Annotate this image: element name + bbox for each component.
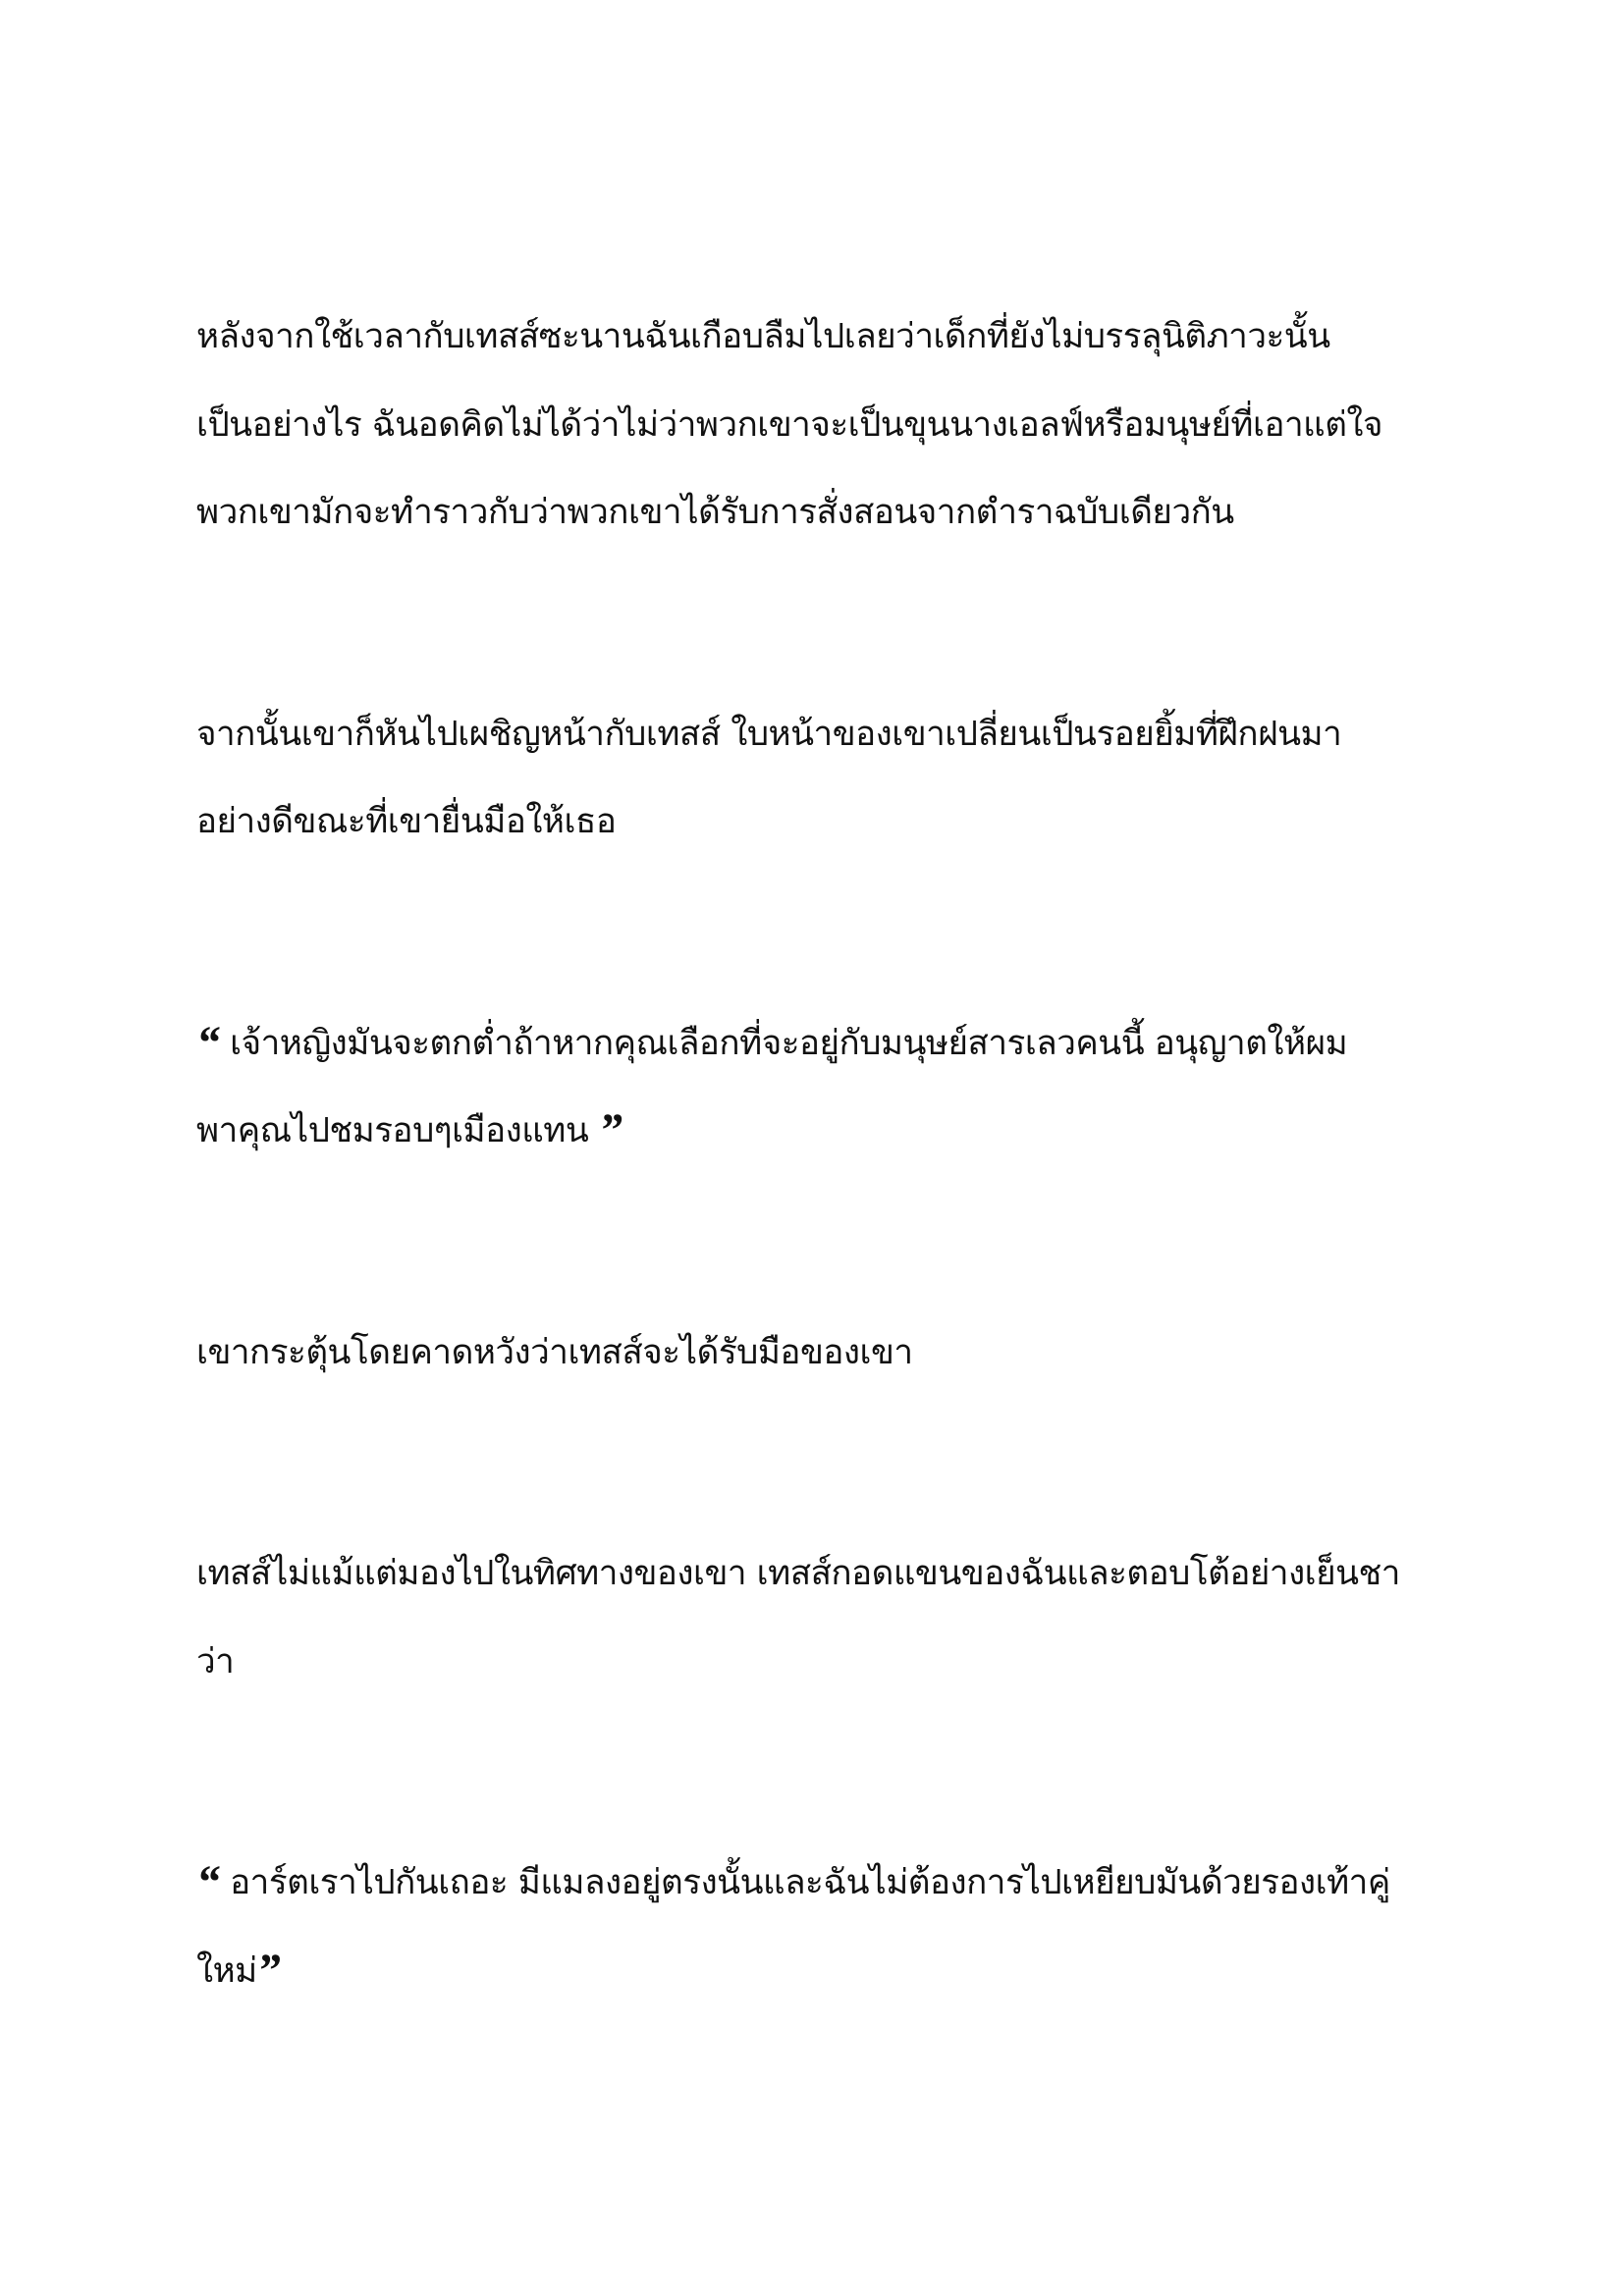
paragraph-5-line-1: เทสส์ไม่แม้แต่มองไปในทิศทางของเขา เทสส์กอดแขนของฉันและตอบโต้อย่างเย็นชา: [196, 1554, 1400, 1593]
quote-text: เจ้าหญิงมันจะตกต่ำถ้าหากคุณเลือกที่จะอยู่กับมนุษย์สารเลวคนนี้ อนุญาตให้ผม: [230, 1024, 1348, 1063]
paragraph-4-line-1: เขากระตุ้นโดยคาดหวังว่าเทสส์จะได้รับมือของเขา: [196, 1333, 913, 1372]
quote-text: ใหม่: [196, 1951, 257, 1991]
paragraph-3-line-2: [196, 1106, 622, 1155]
close-quote-mark: ”: [598, 1104, 623, 1156]
paragraph-1-line-2: เป็นอย่างไร ฉันอดคิดไม่ได้ว่าไม่ว่าพวกเขาจะเป็นขุนนางเอลฟ์หรือมนุษย์ที่เอาแต่ใจ: [196, 405, 1383, 445]
paragraph-6-line-2: [196, 1947, 280, 1996]
close-quote-mark: ”: [256, 1945, 281, 1997]
paragraph-2-line-2: อย่างดีขณะที่เขายื่นมือให้เธอ: [196, 802, 617, 841]
quote-text: อาร์ตเราไปกันเถอะ มีแมลงอยู่ตรงนั้นและฉันไม่ต้องการไปเหยียบมันด้วยรองเท้าคู่: [230, 1863, 1390, 1902]
paragraph-5-line-2: ว่า: [196, 1642, 235, 1682]
open-quote-mark: “: [196, 1017, 220, 1069]
paragraph-2-line-1: จากนั้นเขาก็หันไปเผชิญหน้ากับเทสส์ ใบหน้าของเขาเปลี่ยนเป็นรอยยิ้มที่ฝึกฝนมา: [196, 715, 1342, 754]
open-quote-mark: “: [196, 1856, 220, 1908]
paragraph-1-line-3: พวกเขามักจะทำราวกับว่าพวกเขาได้รับการสั่งสอนจากตำราฉบับเดียวกัน: [196, 493, 1234, 532]
paragraph-3-line-1: [196, 1019, 1347, 1068]
paragraph-6-line-1: [196, 1858, 1390, 1907]
quote-text: พาคุณไปชมรอบๆเมืองแทน: [196, 1111, 589, 1150]
paragraph-1-line-1: หลังจากใช้เวลากับเทสส์ซะนานฉันเกือบลืมไปเลยว่าเด็กที่ยังไม่บรรลุนิติภาวะนั้น: [196, 317, 1330, 356]
